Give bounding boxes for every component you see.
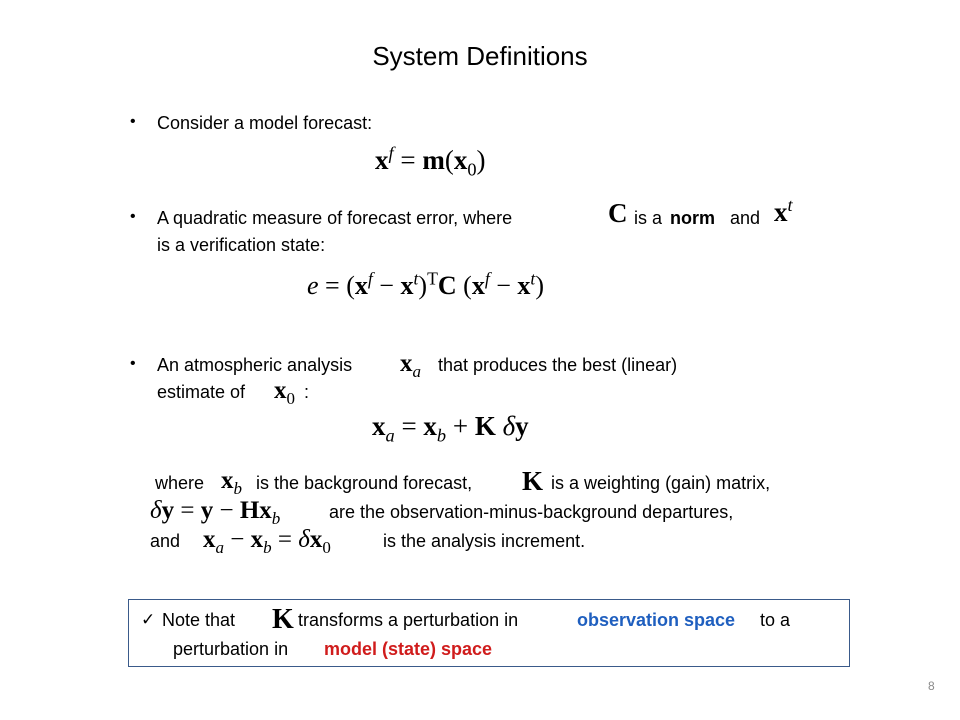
checkmark-icon: ✓ [141, 610, 156, 630]
bullet-marker: • [130, 355, 136, 372]
bullet-analysis-best: that produces the best (linear) [438, 355, 678, 375]
math-xa: $x_a$ [400, 350, 421, 381]
bullet-verification-state: is a verification state: [157, 235, 326, 255]
bullet-quadratic-is-a: is a [634, 208, 663, 228]
bullet-estimate-of: estimate of [157, 382, 246, 402]
bullet-analysis-text: An atmospheric analysis [157, 355, 353, 375]
bold-norm: norm [670, 208, 715, 228]
bullet-quadratic-text: A quadratic measure of forecast error, where [157, 208, 513, 228]
note-text-to-a: to a [760, 610, 791, 630]
text-and: and [150, 531, 181, 551]
bullet-estimate-colon: : [304, 382, 310, 402]
equation-analysis: $x_a = x_b + K$ δy [372, 411, 529, 446]
bullet-marker: • [130, 113, 136, 130]
math-K-note: K [272, 604, 294, 635]
note-model-space: model (state) space [324, 639, 493, 659]
math-C: C [608, 198, 628, 228]
math-departures: $\delta y = y - Hx_b$ [150, 497, 281, 528]
note-observation-space: observation space [577, 610, 736, 630]
math-K: K [522, 466, 544, 496]
text-departures: are the observation-minus-background departures, [329, 502, 734, 522]
math-increment: $x_a - x_b = \delta x_0$ [203, 526, 331, 557]
bullet-quadratic-and: and [730, 208, 761, 228]
note-text-transforms: transforms a perturbation in [298, 610, 519, 630]
note-text-perturbation: perturbation in [173, 639, 289, 659]
text-where: where [155, 473, 205, 493]
math-xb: $x_b$ [221, 467, 242, 498]
bullet-marker: • [130, 208, 136, 225]
text-analysis-increment: is the analysis increment. [383, 531, 586, 551]
equation-forecast: $x^f = m(x_0)$ [375, 143, 486, 180]
text-gain-matrix: is a weighting (gain) matrix, [551, 473, 771, 493]
slide-title: System Definitions [372, 41, 588, 71]
page-number: 8 [928, 679, 935, 693]
bullet-consider-forecast: Consider a model forecast: [157, 113, 373, 133]
equation-error: $e = (x^f - x^t)^TC$ $(x^f - x^t)$ [307, 268, 544, 300]
math-xt: $x^t$ [774, 195, 793, 227]
note-text-intro: Note that [162, 610, 236, 630]
math-x0: $x_0$ [274, 377, 295, 408]
text-background-forecast: is the background forecast, [256, 473, 473, 493]
